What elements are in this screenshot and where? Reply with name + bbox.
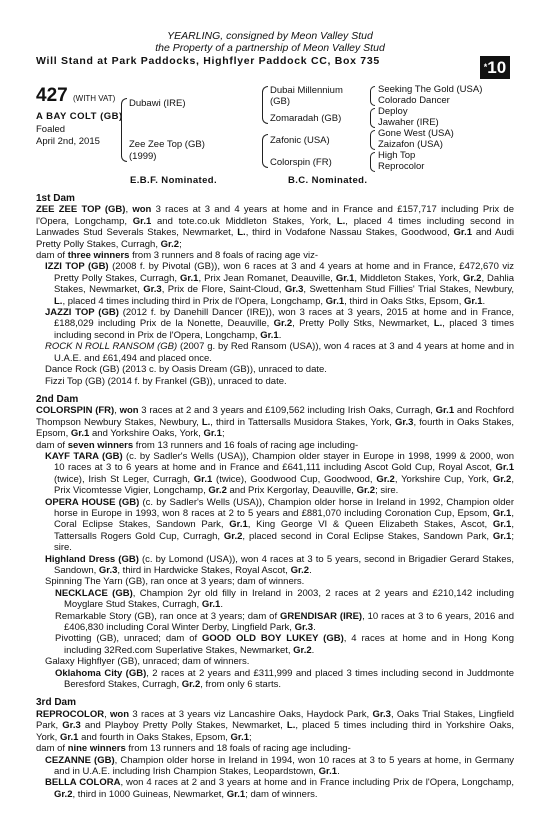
pedigree-g1: Seeking The Gold (USA) — [378, 84, 483, 95]
produce-entry: JAZZI TOP (GB) (2012 f. by Danehill Dancer (IRE)), won 3 races at 3 years, 2015 at home and in France, £188,029 including Prix de la Nonette, Deauville, Gr.2, Pretty Polly Stks, Newmarket, L., placed 3 times including second in Prix de l'Opera, Longchamp, Gr.1. — [45, 307, 514, 341]
pedigree-sire-sire: Dubai Millennium — [270, 85, 343, 96]
section-heading: 3rd Dam — [36, 697, 77, 709]
pedigree-g8: Reprocolor — [378, 161, 425, 172]
pedigree-dam-year: (1999) — [129, 151, 157, 162]
produce-entry: KAYF TARA (GB) (c. by Sadler's Wells (USA)), Champion older stayer in Europe in 1998, 1999 & 2000, won 10 races at 3 to 6 years at home and in France and £641,111 including Ascot Gold Cup, Royal Ascot, Gr.1 (twice), Irish St Leger, Curragh, Gr.1 (twice), Goodwood Cup, Goodwood, Gr.2, Yorkshire Cup, York, Gr.2, Prix Vicomtesse Vigier, Longchamp, Gr.2 and Prix Kergorlay, Deauville, Gr.2; sire. — [45, 450, 515, 497]
pedigree-dam-sire: Zafonic (USA) — [270, 135, 330, 146]
section-heading: 1st Dam — [36, 193, 75, 204]
pedigree-bracket-g2 — [370, 108, 375, 128]
produce-entry: OPERA HOUSE (GB) (c. by Sadler's Wells (USA)), Champion older horse in Ireland in 1992, Champion older horse in Europe in 1993, won 8 races at 2 to 5 years and £881,070 including Coronation Cup, Epsom, Gr.1, Coral Eclipse Stakes, Sandown Park, Gr.1, King George VI & Queen Elizabeth Stakes, Ascot, Gr.1, Tattersalls Rogers Gold Cup, Curragh, Gr.2, placed second in Coral Eclipse Stakes, Sandown Park, Gr.1; sire. — [45, 496, 514, 554]
pedigree-bracket-g3 — [370, 130, 375, 150]
session-tab: *10 — [480, 56, 510, 79]
produce-entry: Spinning The Yarn (GB), ran once at 3 years; dam of winners. — [45, 576, 305, 588]
pedigree-sire-dam: Zomaradah (GB) — [270, 113, 342, 124]
produce-entry: CEZANNE (GB), Champion older horse in Ireland in 1994, won 10 races at 3 to 5 years at home, in Germany and in U.A.E. including Irish Champion Stakes, Leopardstown, Gr.1. — [45, 754, 514, 777]
produce-entry: BELLA COLORA, won 4 races at 2 and 3 years at home and in France including Prix de l'Opera, Longchamp, Gr.2, third in 1000 Guineas, Newmarket, Gr.1; dam of winners. — [45, 777, 514, 800]
pedigree-g3: Deploy — [378, 106, 408, 117]
pedigree-sire: Dubawi (IRE) — [129, 98, 186, 109]
pedigree-dam-dam: Colorspin (FR) — [270, 157, 332, 168]
produce-entry: Pivotting (GB), unraced; dam of GOOD OLD BOY LUKEY (GB), 4 races at home and in Hong Kong including 32Red.com Superlative Stakes, Newmarket, Gr.2. — [55, 633, 514, 656]
produce-entry: NECKLACE (GB), Champion 2yr old filly in Ireland in 2003, 2 races at 2 years and £210,142 including Moyglare Stud Stakes, Curragh, Gr.1. — [55, 587, 514, 611]
dam-paragraph: REPROCOLOR, won 3 races at 3 years viz Lancashire Oaks, Haydock Park, Gr.3, Oaks Trial Stakes, Lingfield Park, Gr.3 and Playboy Pretty Polly Stakes, Newmarket, L., placed 5 times including third in Yorkshire Oaks, York, Gr.1 and fourth in Oaks Stakes, Epsom, Gr.1; — [36, 708, 515, 743]
pedigree-bracket-dam — [262, 134, 268, 168]
produce-entry: Highland Dress (GB) (c. by Lomond (USA)), won 4 races at 3 to 5 years, second in Brigadier Gerard Stakes, Sandown, Gr.3, third in Hardwicke Stakes, Royal Ascot, Gr.2. — [45, 553, 514, 576]
foaled-date: April 2nd, 2015 — [36, 136, 100, 147]
produce-entry: IZZI TOP (GB) (2008 f. by Pivotal (GB)), won 6 races at 3 and 4 years at home and in France, £472,670 viz Pretty Polly Stakes, Curragh, Gr.1, Prix Jean Romanet, Deauville, Gr.1, Middleton Stakes, York, Gr.2, Dahlia Stakes, Newmarket, Gr.3, Prix de Flore, Saint-Cloud, Gr.3, Swettenham Stud Fillies' Trial Stakes, Newbury, L., placed 4 times including third in Prix de l'Opera, Longchamp, Gr.1, third in Oaks Stks, Epsom, Gr.1. — [45, 261, 515, 307]
stand-location: Will Stand at Park Paddocks, Highflyer Paddock CC, Box 735 — [36, 55, 380, 67]
produce-entry: Remarkable Story (GB), ran once at 3 years; dam of GRENDISAR (IRE), 10 races at 3 to 6 years, 2016 and £406,830 including Coral Winter Derby, Lingfield Park, Gr.3. — [55, 610, 514, 634]
pedigree-bracket-sire — [262, 86, 268, 124]
pedigree-bracket-g4 — [370, 152, 375, 172]
produce-entry: ROCK N ROLL RANSOM (GB) (2007 g. by Red Ransom (USA)), won 4 races at 3 and 4 years at home and in U.A.E. and £61,494 and placed once. — [45, 341, 515, 364]
pedigree-g7: High Top — [378, 150, 416, 161]
section-heading: 2nd Dam — [36, 393, 79, 405]
vat-note: (WITH VAT) — [72, 94, 116, 103]
pedigree-dam: Zee Zee Top (GB) — [129, 139, 205, 150]
dam-of-line: dam of seven winners from 13 runners and 16 foals of racing age including- — [36, 439, 359, 451]
pedigree-g4: Jawaher (IRE) — [378, 117, 439, 128]
lot-number: 427 (WITH VAT) — [36, 85, 116, 106]
pedigree-g6: Zaizafon (USA) — [378, 139, 443, 150]
dam-paragraph: COLORSPIN (FR), won 3 races at 2 and 3 years and £109,562 including Irish Oaks, Curragh, Gr.1 and Rochford Thompson Newbury Stakes, Newbury, L., third in Tattersalls Musidora Stakes, York, Gr.3, fourth in Oaks Stakes, Epsom, Gr.1 and Yorkshire Oaks, York, Gr.1; — [36, 405, 514, 440]
pedigree-bracket-g1 — [370, 86, 375, 106]
dam-of-line: dam of nine winners from 13 runners and 18 foals of racing age including- — [36, 743, 351, 755]
pedigree-g2: Colorado Dancer — [378, 95, 450, 106]
foaled-label: Foaled — [36, 124, 66, 135]
produce-entry: Fizzi Top (GB) (2014 f. by Frankel (GB)), unraced to date. — [45, 375, 287, 387]
produce-entry: Dance Rock (GB) (2013 c. by Oasis Dream (GB)), unraced to date. — [45, 364, 327, 376]
pedigree-sire-sire-suffix: (GB) — [270, 96, 291, 107]
dam-paragraph: ZEE ZEE TOP (GB), won 3 races at 3 and 4 years at home and in France and £157,717 including Prix de l'Opera, Longchamp, Gr.1 and tote.co.uk Middleton Stakes, York, L., placed 4 times including second in Lanwades Stud Severals Stakes, Newmarket, L., third in Vodafone Nassau Stakes, Goodwood, Gr.1 and Audi Pretty Polly Stakes, Curragh, Gr.2; — [36, 204, 514, 250]
horse-name: A BAY COLT (GB) — [36, 111, 123, 122]
produce-record — [36, 193, 514, 800]
consignor-line: YEARLING, consigned by Meon Valley Stud — [167, 30, 373, 42]
property-line: the Property of a partnership of Meon Valley Stud — [155, 42, 385, 54]
pedigree-g5: Gone West (USA) — [378, 128, 454, 139]
produce-entry: Galaxy Highflyer (GB), unraced; dam of winners. — [45, 656, 250, 668]
bc-nominated: B.C. Nominated. — [288, 175, 368, 186]
pedigree-bracket-main — [121, 98, 127, 162]
produce-entry: Oklahoma City (GB), 2 races at 2 years and £311,999 and placed 3 times including second in Juddmonte Beresford Stakes, Curragh, Gr.2, from only 6 starts. — [55, 667, 514, 691]
dam-of-line: dam of three winners from 3 runners and 8 foals of racing age viz- — [36, 250, 318, 262]
ebf-nominated: E.B.F. Nominated. — [130, 175, 218, 186]
